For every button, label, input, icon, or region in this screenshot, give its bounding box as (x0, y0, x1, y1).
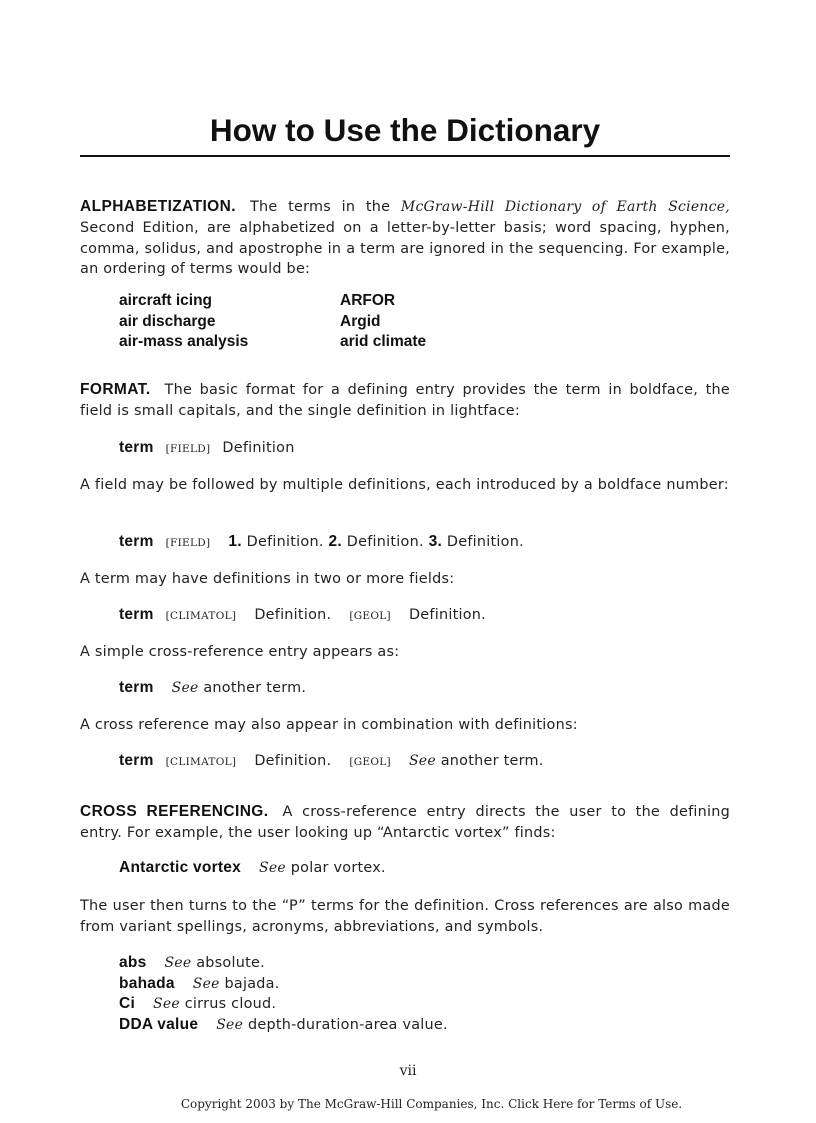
list-item (119, 1015, 448, 1036)
entry-term: term (119, 533, 154, 550)
entry-term: abs (119, 954, 147, 971)
copyright-text: Copyright 2003 by The McGraw-Hill Companies, Inc. (180, 1097, 509, 1111)
format-example-2 (119, 532, 524, 554)
alphabetization-text-1: The terms in the (249, 199, 401, 215)
format-two-fields-text (80, 569, 730, 590)
cross-referencing-intro: A cross-reference entry directs the user to the defining entry. For example, the user looking up “Antarctic vortex” finds: (80, 804, 731, 841)
format-multi-paragraph: A field may be followed by multiple definitions, each introduced by a boldface number: (80, 477, 729, 493)
format-combo-text (80, 715, 730, 736)
entry-field: [GEOL] (349, 756, 391, 768)
xref-target: polar vortex. (290, 860, 386, 876)
cross-referencing-section (80, 802, 730, 844)
entry-term: term (119, 439, 154, 456)
list-item (119, 974, 448, 995)
xref-target: depth-duration-area value. (247, 1016, 448, 1033)
definition-number: 2. (328, 533, 342, 550)
see-label: See (153, 996, 180, 1013)
format-paragraph (80, 380, 730, 422)
format-multi-text (80, 475, 730, 496)
xref-target: cirrus cloud. (184, 996, 277, 1013)
alpha-term: Argid (340, 312, 381, 330)
page-number: vii (399, 1063, 417, 1079)
alphabetization-text-2: Second Edition, are alphabetized on a letter-by-letter basis; word spacing, hyphen, comma, solidus, and apostrophe in a term are ignored in the sequencing. For example, an ordering of terms would be: (80, 219, 730, 278)
entry-field: [CLIMATOL] (165, 610, 237, 622)
alpha-term: air discharge (119, 312, 216, 330)
entry-term: term (119, 752, 154, 769)
format-combo-paragraph: A cross reference may also appear in combination with definitions: (80, 717, 578, 733)
title-rule (80, 155, 730, 157)
format-intro: The basic format for a defining entry provides the term in boldface, the field is small capitals, and the single definition in lightface: (80, 382, 730, 419)
see-label: See (164, 955, 192, 971)
format-section (80, 380, 730, 422)
entry-term: term (119, 606, 154, 623)
see-label: See (259, 860, 286, 876)
alphabetization-heading: ALPHABETIZATION. (80, 198, 236, 215)
entry-term: Antarctic vortex (119, 859, 242, 876)
book-title: McGraw-Hill Dictionary of Earth Science, (400, 199, 730, 215)
xref-target: absolute. (196, 955, 265, 971)
see-label: See (171, 680, 199, 696)
entry-definition: Definition. (408, 607, 486, 623)
entry-field: [GEOL] (349, 610, 391, 622)
list-item (119, 953, 448, 974)
alpha-term: ARFOR (340, 292, 396, 309)
xref-target: another term. (203, 680, 307, 696)
terms-of-use-link[interactable]: Click Here for Terms of Use. (508, 1097, 683, 1111)
definition-number: 1. (228, 533, 242, 550)
entry-field: [FIELD] (165, 537, 211, 549)
definition-number: 3. (428, 533, 443, 550)
cross-referencing-example (119, 858, 386, 879)
entry-term: term (119, 679, 154, 696)
copyright-line (0, 1097, 816, 1111)
entry-definition: Definition. (246, 534, 324, 550)
cross-referencing-heading: CROSS REFERENCING. (80, 803, 269, 820)
cross-referencing-after-paragraph: The user then turns to the “P” terms for the definition. Cross references are also made from variant spellings, acronyms, abbreviations, and symbols. (80, 898, 730, 935)
see-label: See (192, 975, 220, 992)
alpha-column-1 (119, 291, 248, 353)
alpha-term: arid climate (340, 333, 427, 351)
see-label: See (408, 753, 436, 769)
format-simple-xref-text (80, 642, 730, 663)
xref-target: another term. (440, 753, 544, 769)
entry-definition: Definition (222, 440, 295, 456)
format-two-fields-paragraph: A term may have definitions in two or more fields: (80, 571, 455, 587)
page-title: How to Use the Dictionary (209, 112, 601, 148)
alphabetization-section (80, 197, 730, 280)
entry-definition: Definition. (446, 534, 524, 550)
alphabetization-paragraph (80, 197, 730, 280)
cross-referencing-after-text (80, 896, 730, 938)
entry-definition: Definition. (346, 534, 424, 550)
entry-definition: Definition. (254, 607, 332, 623)
list-item (119, 994, 448, 1015)
entry-field: [CLIMATOL] (165, 756, 237, 768)
entry-definition: Definition. (254, 753, 332, 769)
abbreviation-list (119, 953, 448, 1035)
alpha-term: air-mass analysis (119, 333, 249, 351)
alpha-term: aircraft icing (119, 292, 213, 309)
format-example-4 (119, 678, 306, 699)
entry-field: [FIELD] (165, 443, 211, 455)
format-simple-xref-paragraph: A simple cross-reference entry appears as: (80, 644, 400, 660)
alpha-column-2 (340, 291, 426, 353)
see-label: See (216, 1016, 244, 1033)
entry-term: DDA value (119, 1015, 199, 1033)
cross-referencing-paragraph (80, 802, 730, 844)
entry-term: bahada (119, 974, 175, 992)
xref-target: bajada. (224, 975, 280, 992)
format-example-5 (119, 751, 544, 773)
format-heading: FORMAT. (80, 381, 151, 398)
entry-term: Ci (119, 995, 135, 1013)
format-example-3 (119, 605, 486, 627)
format-example-1 (119, 438, 295, 460)
